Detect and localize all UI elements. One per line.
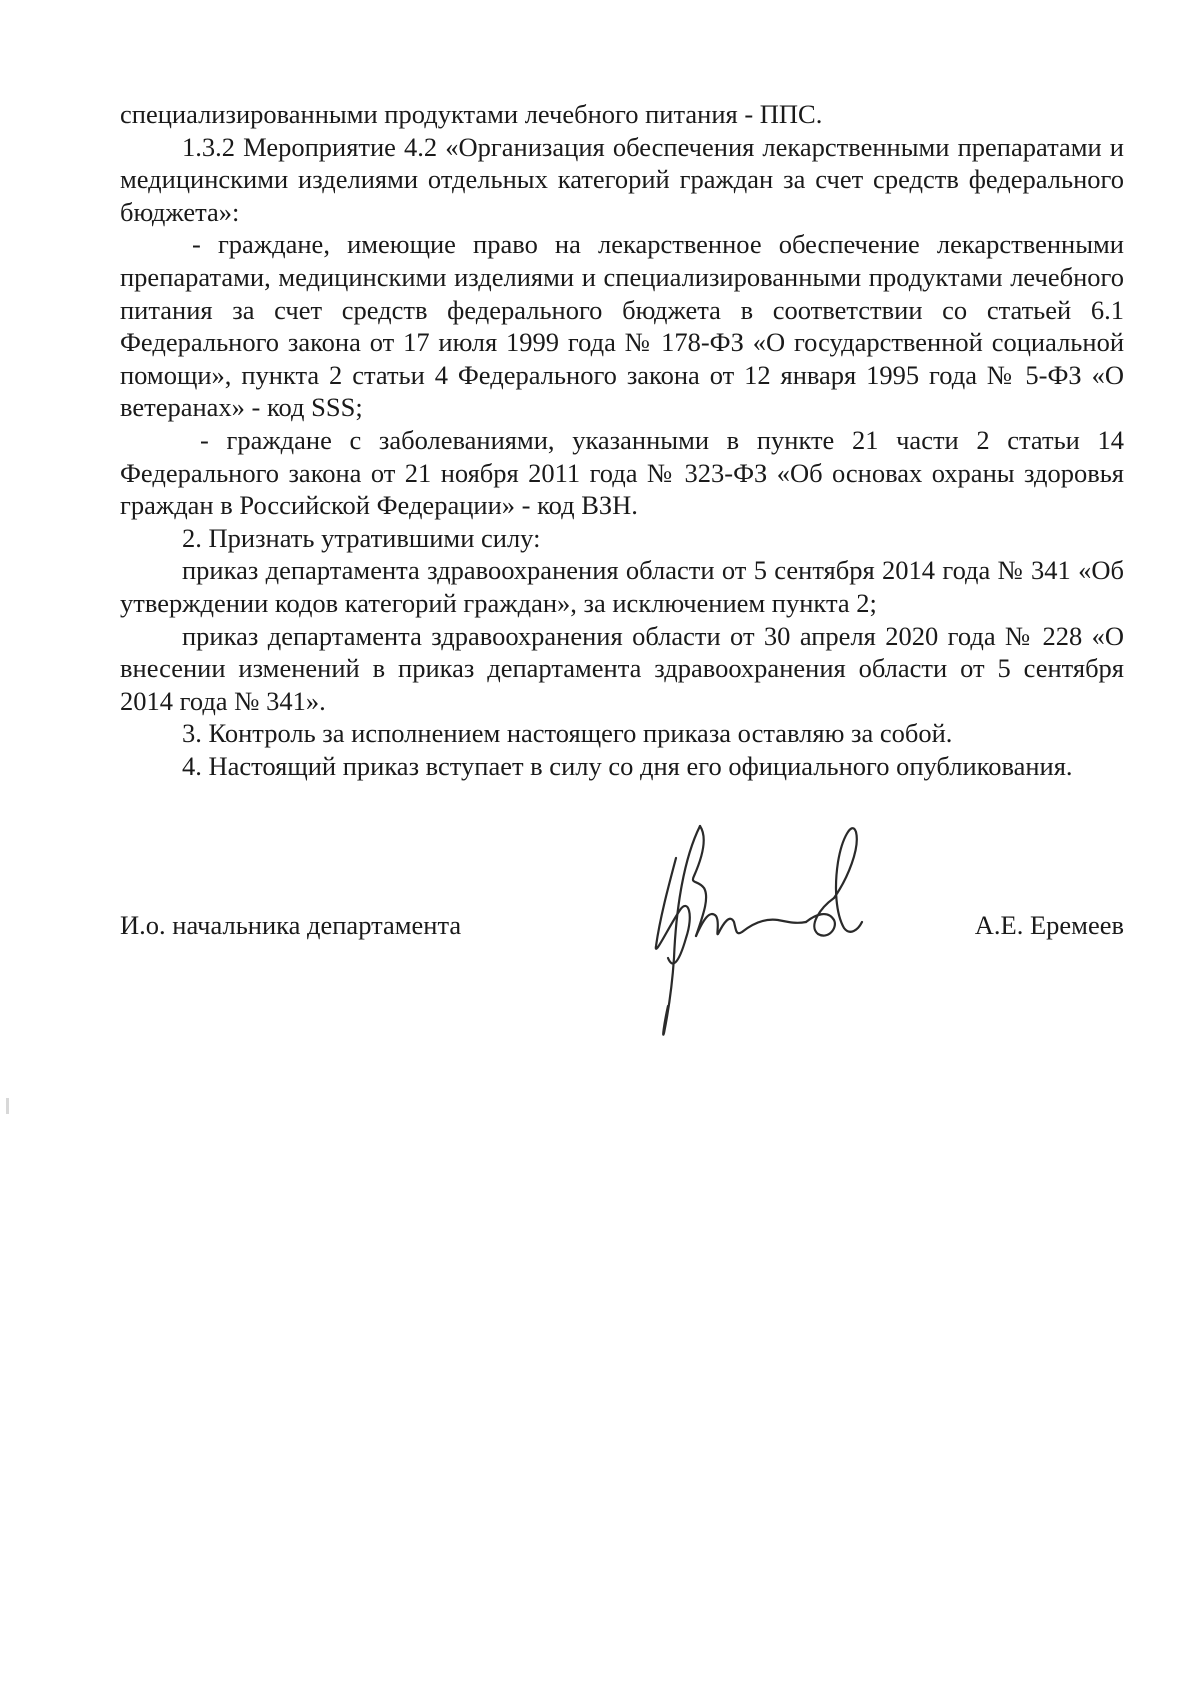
paragraph-revoked-order-341: приказ департамента здравоохранения области от 5 сентября 2014 года № 341 «Об утверждении кодов категорий граждан», за исключением пункта 2; xyxy=(120,555,1124,618)
paragraph-item-2: 2. Признать утратившими силу: xyxy=(182,522,541,553)
scan-artifact xyxy=(6,1098,9,1114)
paragraph-citizens-sss: - граждане, имеющие право на лекарственное обеспечение лекарственными препаратами, медицинскими изделиями и специализированными продуктами лечебного питания за счет средств федерального бюджета в соответствии со статьей 6.1 Федерального закона от 17 июля 1999 года № 178-ФЗ «О государственной социальной помощи», пункта 2 статьи 4 Федерального закона от 12 января 1995 года № 5-ФЗ «О ветеранах» - код SSS; xyxy=(120,229,1124,423)
paragraph-measure-4-2: 1.3.2 Мероприятие 4.2 «Организация обеспечения лекарственными препаратами и медицинскими изделиями отдельных категорий граждан за счет средств федерального бюджета»: xyxy=(120,131,1124,227)
signatory-name: А.Е. Еремеев xyxy=(974,910,1124,940)
signatory-position: И.о. начальника департамента xyxy=(120,910,462,940)
paragraph-revoked-order-228: приказ департамента здравоохранения области от 30 апреля 2020 года № 228 «О внесении изменений в приказ департамента здравоохранения области от 5 сентября 2014 года № 341». xyxy=(120,620,1124,716)
paragraph-item-4: 4. Настоящий приказ вступает в силу со дня его официального опубликования. xyxy=(182,750,1073,781)
document-body xyxy=(120,98,1124,782)
paragraph-continuation: специализированными продуктами лечебного питания - ППС. xyxy=(120,99,823,129)
signature-block xyxy=(120,910,1124,950)
paragraph-citizens-vzn: - граждане с заболеваниями, указанными в пункте 21 части 2 статьи 14 Федерального закона от 21 ноября 2011 года № 323-ФЗ «Об основах охраны здоровья граждан в Российской Федерации» - код ВЗН. xyxy=(120,424,1124,521)
paragraph-item-3: 3. Контроль за исполнением настоящего приказа оставляю за собой. xyxy=(182,718,953,749)
